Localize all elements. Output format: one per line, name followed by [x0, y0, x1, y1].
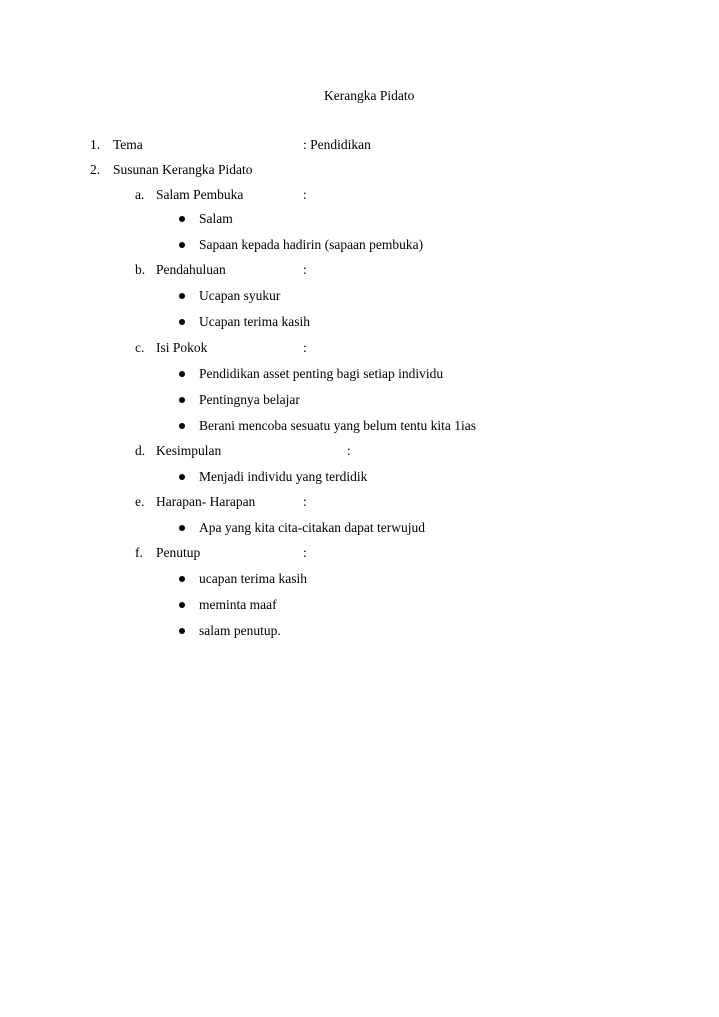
section-letter: a.	[135, 187, 145, 202]
list-item: Berani mencoba sesuatu yang belum tentu kita 1ias	[199, 418, 477, 433]
list-item: Pentingnya belajar	[199, 392, 300, 407]
bullet-icon	[179, 319, 185, 325]
list-item: Salam	[199, 211, 233, 226]
bullet-icon	[179, 602, 185, 608]
section-letter: f.	[135, 545, 143, 560]
bullet-icon	[179, 628, 185, 634]
list-item: salam penutup.	[199, 623, 281, 638]
section-colon: :	[303, 187, 307, 202]
list-item: ucapan terima kasih	[199, 571, 307, 586]
section-colon: :	[303, 262, 307, 277]
bullet-icon	[179, 397, 185, 403]
section-label: Isi Pokok	[156, 340, 208, 355]
item-1-label: Tema	[113, 137, 143, 152]
bullet-icon	[179, 242, 185, 248]
section-colon: :	[347, 443, 351, 458]
section-label: Penutup	[156, 545, 201, 560]
section-label: Pendahuluan	[156, 262, 226, 277]
bullet-icon	[179, 576, 185, 582]
bullet-icon	[179, 525, 185, 531]
list-item: Ucapan syukur	[199, 288, 281, 303]
section-letter: e.	[135, 494, 145, 509]
section-letter: d.	[135, 443, 146, 458]
list-item: Ucapan terima kasih	[199, 314, 310, 329]
section-letter: b.	[135, 262, 146, 277]
bullet-icon	[179, 216, 185, 222]
list-item: Pendidikan asset penting bagi setiap individu	[199, 366, 444, 381]
section-letter: c.	[135, 340, 145, 355]
item-2-number: 2.	[90, 162, 101, 177]
bullet-icon	[179, 293, 185, 299]
list-item: meminta maaf	[199, 597, 277, 612]
item-1-value: : Pendidikan	[303, 137, 371, 152]
list-item: Apa yang kita cita-citakan dapat terwujud	[199, 520, 426, 535]
document-title: Kerangka Pidato	[324, 88, 415, 103]
section-colon: :	[303, 340, 307, 355]
bullet-icon	[179, 423, 185, 429]
list-item: Menjadi individu yang terdidik	[199, 469, 368, 484]
section-label: Salam Pembuka	[156, 187, 244, 202]
section-colon: :	[303, 494, 307, 509]
bullet-icon	[179, 371, 185, 377]
list-item: Sapaan kepada hadirin (sapaan pembuka)	[199, 237, 424, 252]
section-label: Kesimpulan	[156, 443, 222, 458]
item-2-label: Susunan Kerangka Pidato	[113, 162, 253, 177]
section-colon: :	[303, 545, 307, 560]
item-1-number: 1.	[90, 137, 101, 152]
section-label: Harapan- Harapan	[156, 494, 256, 509]
bullet-icon	[179, 474, 185, 480]
